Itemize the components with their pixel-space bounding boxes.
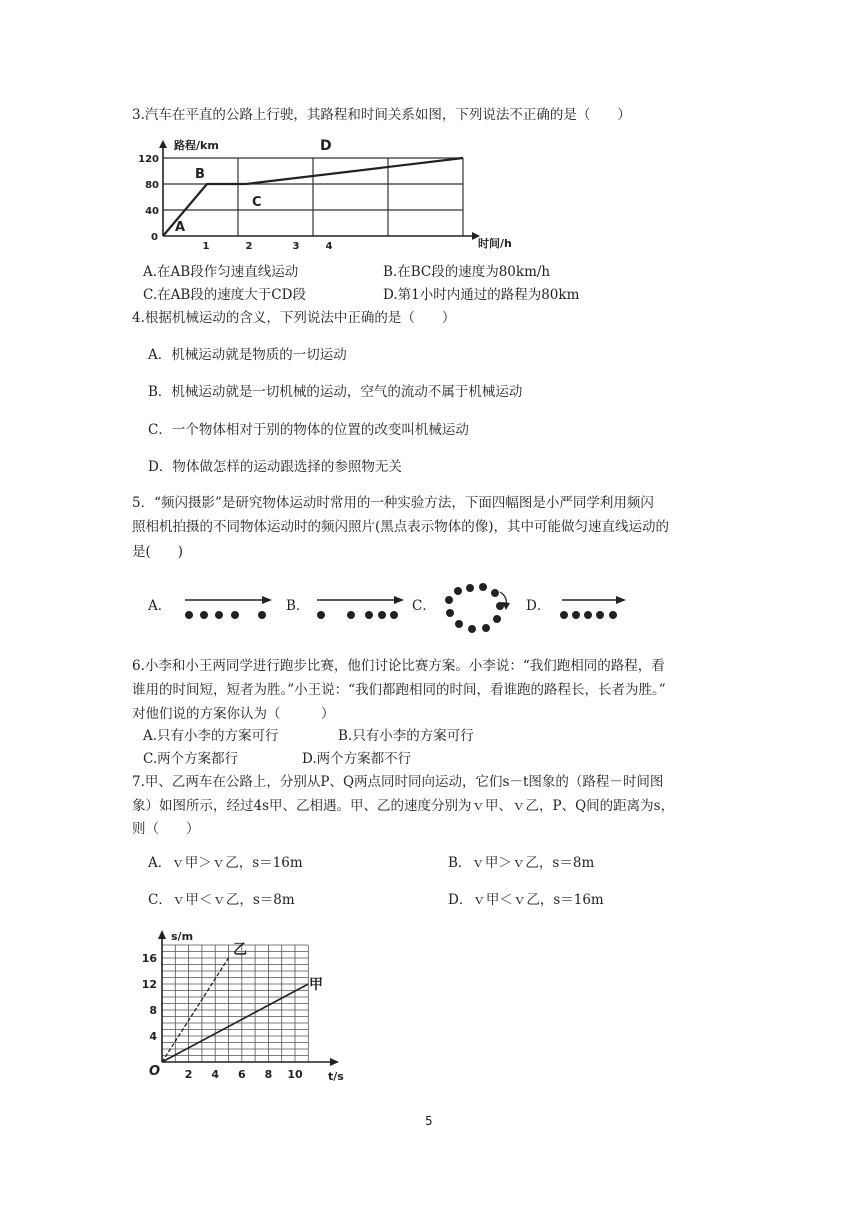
q7-option-d: D．ｖ甲＜ｖ乙，s＝16m [448, 892, 604, 908]
q7-label-jia: 甲 [309, 977, 323, 993]
q7-option-c: C．ｖ甲＜ｖ乙，s＝8m [148, 892, 295, 908]
q3-ytick-120: 120 [138, 154, 159, 165]
q6-option-c: C.两个方案都行 [143, 751, 239, 767]
q4-option-d: D．物体做怎样的运动跟选择的参照物无关 [148, 459, 402, 475]
q7-y-axis-arrow [158, 930, 166, 939]
q3-point-b: B [195, 167, 205, 182]
q3-stem: 3.汽车在平直的公路上行驶，其路程和时间关系如图，下列说法不正确的是（ ） [132, 107, 631, 123]
q6-stem-line3: 对他们说的方案你认为（ ） [132, 706, 335, 722]
q6-stem-line1: 6.小李和小王两同学进行跑步比赛，他们讨论比赛方案。小李说：“我们跑相同的路程，看 [132, 658, 665, 674]
q7-origin: O [149, 1064, 161, 1079]
q3-distance-time-graph [130, 136, 512, 252]
q3-y-label: 路程/km [174, 139, 219, 152]
q6-stem-line2: 谁用的时间短，短者为胜。”小王说：“我们都跑相同的时间，看谁跑的路程长，长者为胜。” [132, 682, 666, 698]
q7-xtick-10: 10 [287, 1068, 303, 1081]
q3-point-d: D [320, 138, 332, 154]
q3-ytick-80: 80 [145, 180, 159, 191]
q3-point-c: C [252, 195, 262, 210]
q6-option-b: B.只有小李的方案可行 [338, 728, 474, 744]
q3-option-c: C.在AB段的速度大于CD段 [143, 287, 306, 303]
q3-point-a: A [175, 220, 186, 235]
q3-xtick-3: 3 [292, 241, 300, 252]
q3-ytick-0: 0 [151, 232, 158, 243]
q7-label-yi: 乙 [233, 942, 247, 958]
q4-option-c: C．一个物体相对于别的物体的位置的改变叫机械运动 [148, 422, 469, 438]
q7-stem-line3: 则（ ） [132, 821, 200, 837]
q5-stem-line1: 5．“频闪摄影”是研究物体运动时常用的一种实验方法，下面四幅图是小严同学利用频闪 [132, 495, 654, 511]
q6-option-d: D.两个方案都不行 [302, 751, 412, 767]
q7-xtick-2: 2 [184, 1068, 193, 1081]
q5-label-a: A． [148, 598, 172, 614]
page-number: 5 [425, 1114, 433, 1128]
q5-strobe-photo-b [312, 592, 412, 622]
q4-stem: 4.根据机械运动的含义，下列说法中正确的是（ ） [132, 310, 456, 326]
q7-ytick-8: 8 [149, 1004, 157, 1017]
q4-option-a: A．机械运动就是物质的一切运动 [148, 347, 347, 363]
q5-label-c: C． [412, 598, 436, 614]
q7-ytick-16: 16 [141, 952, 157, 965]
q7-y-label: s/m [171, 930, 194, 943]
q5-stem-line3: 是( ) [132, 544, 184, 560]
q7-xtick-6: 6 [237, 1068, 246, 1081]
q3-y-axis-arrow [159, 140, 167, 148]
q3-option-d: D.第1小时内通过的路程为80km [383, 287, 580, 303]
q5-label-d: D． [526, 598, 551, 614]
q5-strobe-photo-c [438, 582, 518, 652]
q7-s-t-graph [141, 928, 375, 1088]
q7-ytick-12: 12 [141, 978, 157, 991]
q7-x-axis-arrow [330, 1058, 339, 1066]
q5-label-b: B． [286, 598, 310, 614]
q7-option-a: A．ｖ甲＞ｖ乙，s＝16m [148, 855, 303, 871]
q7-option-b: B．ｖ甲＞ｖ乙，s＝8m [448, 855, 595, 871]
q3-xtick-1: 1 [202, 241, 210, 252]
q3-option-a: A.在AB段作匀速直线运动 [143, 264, 299, 280]
q7-xtick-4: 4 [211, 1068, 220, 1081]
q5-strobe-photo-d [558, 592, 638, 622]
q3-xtick-2: 2 [245, 241, 253, 252]
q3-x-label: 时间/h [478, 237, 512, 250]
q7-xtick-8: 8 [264, 1068, 273, 1081]
q4-option-b: B．机械运动就是一切机械的运动，空气的流动不属于机械运动 [148, 384, 523, 400]
q5-strobe-photo-a [180, 592, 280, 622]
q7-x-label: t/s [328, 1070, 344, 1083]
q3-xtick-4: 4 [325, 241, 333, 252]
q7-stem-line1: 7.甲、乙两车在公路上，分别从P、Q两点同时同向运动，它们s－t图象的（路程－时间图 [132, 774, 664, 790]
q3-option-b: B.在BC段的速度为80km/h [383, 264, 551, 280]
q7-stem-line2: 象）如图所示，经过4s甲、乙相遇。甲、乙的速度分别为ｖ甲、ｖ乙，P、Q间的距离为s， [132, 798, 675, 814]
q5-stem-line2: 照相机拍摄的不同物体运动时的频闪照片(黑点表示物体的像)，其中可能做匀速直线运动的 [132, 519, 670, 535]
q3-ytick-40: 40 [145, 206, 159, 217]
q6-option-a: A.只有小李的方案可行 [143, 728, 279, 744]
q7-ytick-4: 4 [149, 1030, 157, 1043]
